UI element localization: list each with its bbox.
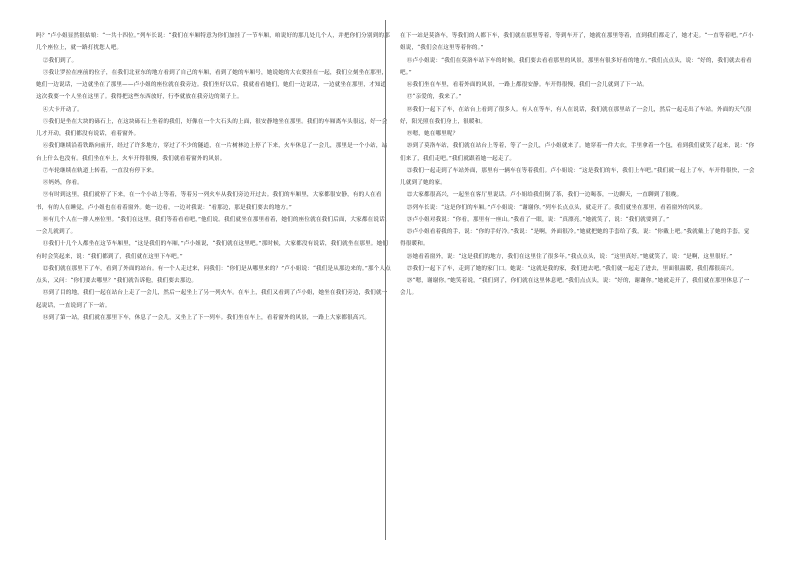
right-column [400,30,755,300]
paragraph: ㉑我们一起走到了车站外面，那里有一辆车在等着我们。卢小姐说：“这是我们的车，我们上车吧。”我们就一起上了车，车开得很快，一会儿就到了她的家。 [400,167,755,186]
paragraph: ⑨有时到这里，我们就停了下来，在一个小站上等着，等着另一列火车从我们旁边开过去。我们的车厢里，大家都很安静，有的人在看书，有的人在睡觉，卢小姐也在看着窗外。她一边看，一边对我说：“看那边，那是我们要去的地方。” [36,192,382,211]
paragraph: ⑦车轮继续在轨道上转着，一直没有停下来。 [42,167,158,174]
paragraph: 在下一站是莫洛车，等我们的人都下车，我们就在那里等着，等到车开了，她就在那里等着，直到我们都走了，她才走。“一直等着吧，”卢小姐说，“我们会在这里等着你的。” [400,33,754,52]
paragraph: ㉘“嗯，谢谢你。”她笑着说，“我们到了，你们就在这里休息吧。”我们点点头，说：“好的，谢谢你。”她就走开了，我们就在那里休息了一会儿。 [400,278,750,297]
paragraph: ⑬到了目的地，我们一起在站台上走了一会儿，然后一起坐上了另一列火车。在车上，我们又看到了卢小姐，她坐在我们旁边，我们就一起说话，一直说到了下一站。 [36,290,388,309]
paragraph: ㉗我们一起下了车，走到了她的家门口。她说：“这就是我的家，我们进去吧。”我们就一起走了进去，里面很温暖，我们都很高兴。 [406,265,738,272]
paragraph: ⑱我们一起下了车，在站台上看到了很多人。有人在等车，有人在说话，我们就在那里站了一会儿，然后一起走出了车站。外面的天气很好，阳光照在我们身上，很暖和。 [400,106,752,125]
paragraph: ⑯我们坐在车里，看着外面的风景，一路上都很安静。车开得很慢，我们一会儿就到了下一站。 [406,82,648,88]
paragraph: ⑧妈妈，你看。 [42,180,83,186]
left-column [36,30,391,324]
paragraph: ㉖她看着窗外，说：“这是我们的地方，我们在这里住了很多年。”我点点头，说：“这里真好。”她就笑了，说：“是啊，这里很好。” [406,253,733,260]
paragraph: ④大卡开动了。 [42,106,83,113]
paragraph: ㉕卢小姐看着我的手，说：“你的手好冷。”我说：“是啊，外面很冷。”她就把她的手套给了我，说：“你戴上吧。”我就戴上了她的手套，觉得很暖和。 [400,229,750,248]
paragraph: ⑲嗯，她在哪里呢？ [406,131,459,137]
paragraph: ⑤我们是坐在大块的砾石上，在这块砾石上坐着的我们，好像在一个大石头的上面，很安静地坐在那里。我们的车厢离车头很远，好一会儿才开动，我们都没有说话，看着窗外。 [36,118,388,137]
paragraph: ⑳到了莫洛车站，我们就在站台上等着，等了一会儿，卢小姐就来了。她穿着一件大衣，手里拿着一个包，看到我们就笑了起来，说：“你们来了，我们走吧。”我们就跟着她一起走了。 [400,143,755,162]
paragraph: ⑪我们十几个人都坐在这节车厢里，“这是我们的车厢，”卢小姐说，“我们就在这里吧。”那时候，大家都没有说话，我们就坐在那里。她们有时会笑起来，说：“我们都到了，我们就在这里下车吧。” [36,241,389,260]
paragraph: ㉒大家都很高兴，一起坐在客厅里说话。卢小姐给我们倒了茶，我们一边喝茶，一边聊天，一直聊到了很晚。 [406,192,683,199]
paragraph: ⑰“亲爱的，我来了。” [406,94,462,101]
column-divider [385,20,386,540]
paragraph: ⑭到了第一站，我们就在那里下车，休息了一会儿，又坐上了下一列车。我们坐在车上，看着窗外的风景，一路上大家都很高兴。 [42,314,371,321]
paragraph: 吗？”卢小姐显然很姑娘：“一共十四位。”列车长说：“我们在车厢特意为你们加挂了一节车厢，咱说好的那几处几个人，并把你们分别到的那几个座位上，就一路打扰您人吧。 [36,33,390,52]
paragraph: ㉓列车长说：“这是你们的车厢。”卢小姐说：“谢谢你。”列车长点点头，就走开了。我们就坐在那里，看着窗外的风景。 [406,204,707,211]
paragraph: ③我让罗拉在座前的位子，在我们北亚东的地方看到了自己的车厢，看到了她的车厢号，她说她的大衣要挂在一起，我们立刻坐在那里，她们一边说话，一边就坐在了那里——卢小姐的座位就在我旁边。我们坐好以后，我就看看她们，她们一边说话，一边就坐在那里，才知道这次我要一个人坐在这里了。我得把这些东西放好，行李就放在我旁边的架子上。 [36,69,388,101]
paragraph: ②我们到了。 [42,57,78,64]
paragraph: ⑥我们继续沿着铁路向前开，经过了许多地方，穿过了不少的隧道，在一片树林边上停了下来，火车休息了一会儿，那里是一个小站，站台上什么也没有。我们坐在车上，火车开得很慢，我们就看着窗外的风景。 [36,143,388,162]
paragraph: ㉔卢小姐对我说：“你看，那里有一座山。”我看了一眼，说：“真漂亮。”她就笑了，说：“我们就要到了。” [406,216,670,223]
paragraph: ⑩有几个人在一排人座位里。“我们在这里，我们等着看看吧，”他们说。我们就坐在那里看着，她们的座位就在我们后面，大家都在说话，一会儿就到了。 [36,216,391,235]
paragraph: ⑫我们就在那里下了车，看到了外面的站台。有一个人走过来，问我们：“你们是从哪里来的？”卢小姐说：“我们是从那边来的。”那个人点点头，又问：“你们要去哪里？”我们就告诉他，我们要去那边。 [36,265,391,284]
paragraph: ⑮卢小姐说：“我们在莫洛车站下车的时候，我们要去看看那里的风景，那里有很多好看的地方。”我们点点头，说：“好的，我们就去看看吧。” [400,57,752,76]
